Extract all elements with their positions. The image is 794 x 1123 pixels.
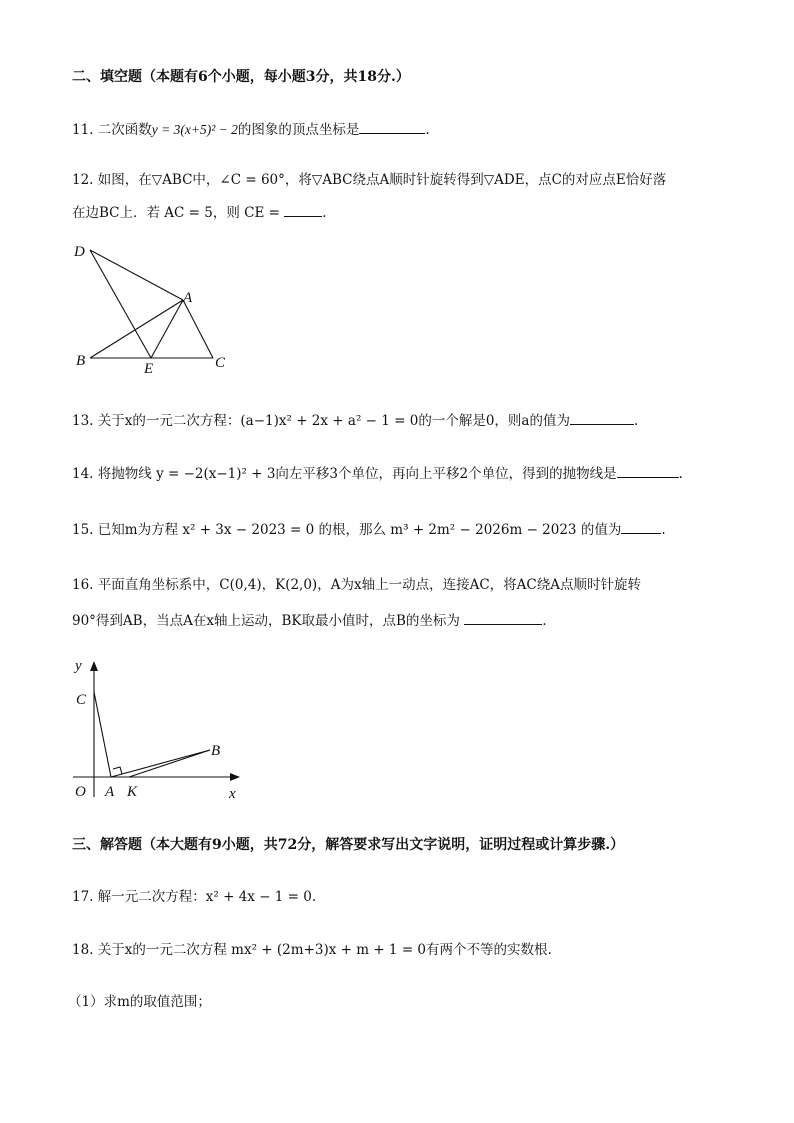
question-18-part1: （1）求m的取值范围； — [68, 994, 211, 1010]
period: . — [678, 466, 683, 482]
formula: y = 3(x+5)² − 2 — [151, 122, 238, 137]
segment-AE — [151, 300, 183, 358]
right-angle-mark — [113, 767, 122, 774]
label-y: y — [75, 658, 82, 674]
segment-BA — [90, 300, 183, 358]
question-text: 关于x的一元二次方程：(a−1)x² + 2x + a² − 1 = 0的一个解是0，则a的值为 — [97, 413, 570, 429]
coordinate-figure — [65, 652, 250, 802]
question-number: 14. — [72, 466, 94, 482]
answer-blank[interactable] — [464, 612, 542, 625]
question-text: 关于x的一元二次方程 mx² + (2m+3)x + m + 1 = 0有两个不等的实数根. — [97, 942, 552, 958]
segment-KB — [129, 750, 210, 777]
question-number: 17. — [72, 889, 94, 905]
question-number: 18. — [72, 942, 94, 958]
question-text: 解一元二次方程：x² + 4x − 1 = 0. — [97, 889, 317, 905]
period: . — [322, 205, 327, 221]
answer-blank[interactable] — [359, 121, 425, 134]
question-16-line1 — [72, 573, 641, 593]
answer-blank[interactable] — [570, 412, 634, 425]
question-text: 平面直角坐标系中，C(0,4)，K(2,0)，A为x轴上一动点，连接AC，将AC绕A点顺时针旋转 — [97, 577, 641, 593]
label-C: C — [215, 355, 226, 371]
question-text: 已知m为方程 x² + 3x − 2023 = 0 的根，那么 m³ + 2m² − 2026m − 2023 的值为 — [97, 522, 622, 538]
label-E: E — [144, 361, 154, 377]
triangle-rotation-figure — [60, 232, 250, 377]
question-number: 11. — [72, 122, 94, 138]
question-text: 如图，在▽ABC中，∠C = 60°，将▽ABC绕点A顺时针旋转得到▽ADE，点C的对应点E恰好落 — [97, 172, 667, 188]
section-fill-blank-heading: 二、填空题（本题有6个小题，每小题3分，共18分.） — [72, 69, 410, 85]
question-15 — [72, 518, 666, 538]
question-13 — [72, 409, 638, 429]
label-B: B — [76, 353, 86, 369]
question-18 — [72, 938, 552, 958]
segment-CA — [94, 692, 111, 777]
question-number: 13. — [72, 413, 94, 429]
segment-AB — [111, 750, 210, 777]
y-axis-arrow — [90, 661, 98, 671]
label-x: x — [229, 786, 236, 802]
question-number: 15. — [72, 522, 94, 538]
period: . — [425, 122, 430, 138]
question-text: 将抛物线 y = −2(x−1)² + 3向左平移3个单位，再向上平移2个单位，得到的抛物线是 — [97, 466, 617, 482]
answer-blank[interactable] — [621, 521, 661, 534]
label-B: B — [211, 743, 221, 759]
question-11 — [72, 118, 430, 138]
question-text: 在边BC上．若 AC = 5，则 CE = — [72, 205, 280, 221]
period: . — [633, 413, 639, 429]
segment-AC — [183, 300, 213, 358]
x-axis-arrow — [230, 773, 240, 781]
question-16-line2 — [72, 609, 546, 629]
question-number: 12. — [72, 172, 94, 188]
question-number: 16. — [72, 577, 94, 593]
label-A: A — [183, 290, 193, 306]
label-A: A — [105, 784, 115, 800]
question-text: 二次函数 — [97, 122, 152, 138]
period: . — [661, 522, 666, 538]
question-14 — [72, 462, 683, 482]
label-C: C — [76, 692, 87, 708]
question-text: 90°得到AB，当点A在x轴上运动，BK取最小值时，点B的坐标为 — [72, 613, 460, 629]
question-12-line1 — [72, 168, 666, 188]
label-D: D — [74, 244, 85, 260]
question-12-line2 — [72, 201, 327, 221]
question-17 — [72, 885, 316, 905]
answer-blank[interactable] — [284, 204, 322, 217]
answer-blank[interactable] — [617, 465, 679, 478]
label-O: O — [75, 784, 86, 800]
section-answer-heading: 三、解答题（本大题有9小题，共72分，解答要求写出文字说明，证明过程或计算步骤.） — [72, 837, 625, 853]
question-text: 的图象的顶点坐标是 — [237, 122, 360, 138]
period: . — [542, 613, 547, 629]
label-K: K — [127, 784, 138, 800]
